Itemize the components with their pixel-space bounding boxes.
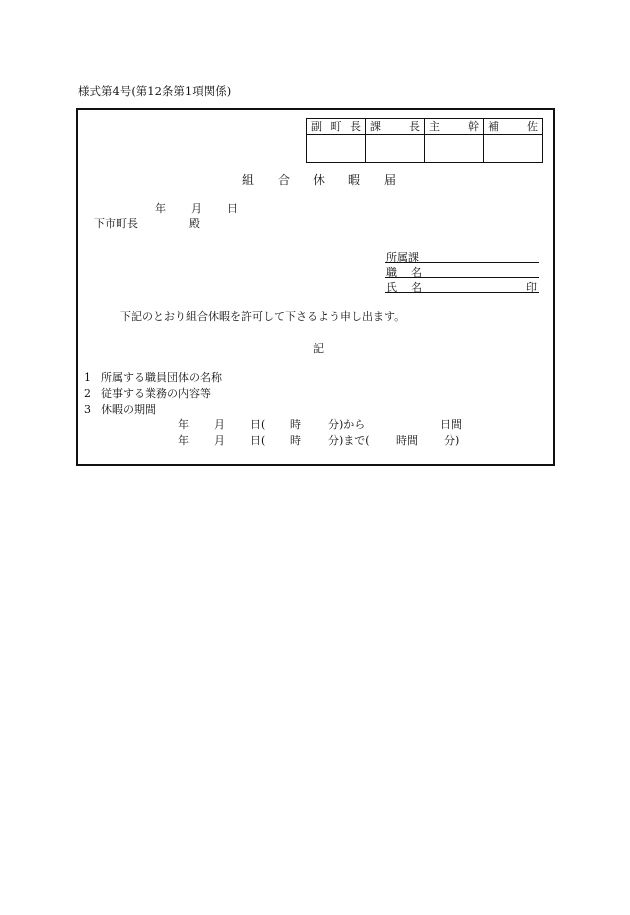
ki-heading: 記 bbox=[313, 342, 324, 355]
approval-header-assistant: 補 佐 bbox=[484, 119, 543, 135]
approval-stamp-box[interactable] bbox=[366, 135, 425, 163]
approval-stamp-box[interactable] bbox=[484, 135, 543, 163]
request-sentence: 下記のとおり組合休暇を許可して下さるよう申し出ます。 bbox=[120, 310, 406, 323]
approval-header-deputy-mayor: 副 町 長 bbox=[307, 119, 366, 135]
approval-stamp-box[interactable] bbox=[425, 135, 484, 163]
form-frame: 副 町 長 課 長 主 幹 補 佐 組 合 休 暇 届 年 月 日 下市町長 殿 所属課 職 名 氏 名 印 下記のとおり組合休暇を許可して下さるよう申し出ます。 記 1 所属する職員団体の名称 2 従事する業務の内容等 3 休暇の期間 年 月 日( 時 分)から 日間 年 月 日( 時 分)まで( 時間 分) bbox=[76, 108, 555, 466]
position-field[interactable]: 職 名 bbox=[385, 263, 539, 278]
form-number-label: 様式第4号(第12条第1項関係) bbox=[78, 84, 232, 98]
department-field[interactable]: 所属課 bbox=[385, 248, 539, 263]
approval-stamp-box[interactable] bbox=[307, 135, 366, 163]
approval-stamp-table bbox=[306, 118, 543, 163]
seal-mark: 印 bbox=[526, 281, 537, 294]
name-field[interactable]: 氏 名 印 bbox=[385, 278, 539, 293]
approval-header-chief-officer: 主 幹 bbox=[425, 119, 484, 135]
approval-header-section-chief: 課 長 bbox=[366, 119, 425, 135]
